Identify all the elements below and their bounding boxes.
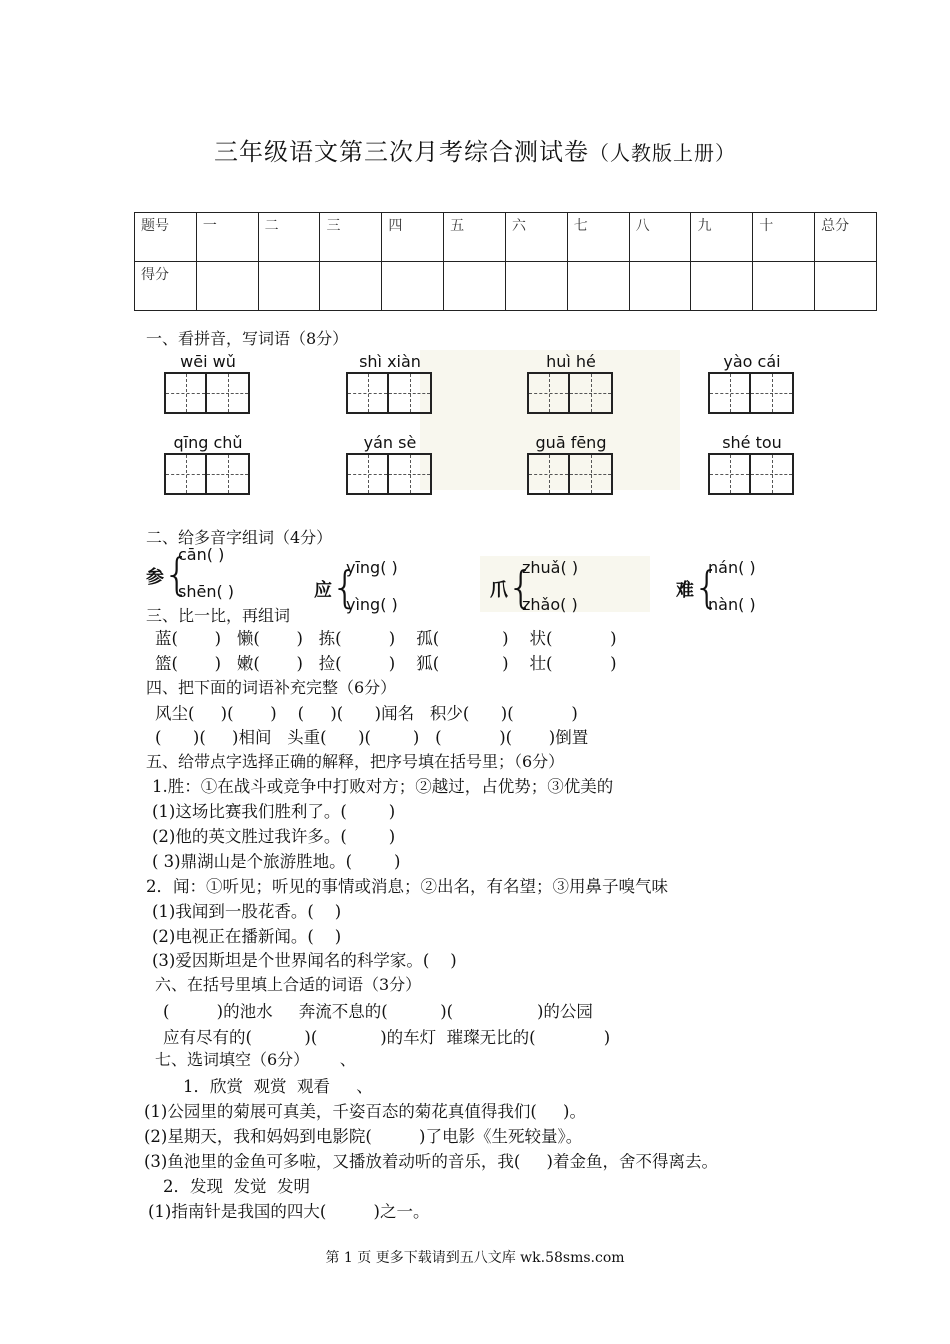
section-4-heading: 四、把下面的词语补充完整（6分）: [146, 678, 397, 697]
writing-cell[interactable]: [527, 372, 570, 414]
pinyin-label: huì hé: [546, 352, 596, 371]
pinyin-box: [164, 433, 252, 497]
writing-cell[interactable]: [164, 453, 207, 495]
writing-cell[interactable]: [527, 453, 570, 495]
brace-icon: {: [331, 562, 359, 613]
score-header-cell: 五: [444, 213, 506, 262]
pinyin-label: yán sè: [363, 433, 417, 452]
section-1-heading: 一、看拼音，写词语（8分）: [146, 329, 349, 348]
score-entry-cell[interactable]: [691, 262, 753, 311]
page-footer: 第 1 页 更多下载请到五八文库 wk.58sms.com: [325, 1250, 625, 1266]
score-entry-cell[interactable]: [444, 262, 506, 311]
polyphone-group: [314, 558, 484, 628]
page-title: [0, 132, 950, 167]
reading-1: cān( ): [178, 545, 225, 564]
score-entry-cell[interactable]: [567, 262, 629, 311]
pinyin-label: shì xiàn: [359, 352, 421, 371]
group-2-item-1: (1)指南针是我国的四大( )之一。: [148, 1202, 430, 1221]
score-header-cell: 六: [505, 213, 567, 262]
polyphone-char: 难: [676, 580, 694, 601]
fill-row-2: 应有尽有的( )( )的车灯 璀璨无比的( ): [163, 1028, 611, 1047]
reading-2: shēn( ): [178, 582, 235, 601]
score-entry-cell[interactable]: [196, 262, 258, 311]
q2-item-1: (1)我闻到一股花香。( ): [152, 902, 342, 921]
score-header-cell: 总分: [815, 213, 877, 262]
writing-cell[interactable]: [346, 372, 389, 414]
score-entry-cell[interactable]: [258, 262, 320, 311]
pinyin-box: [708, 352, 796, 416]
score-entry-cell[interactable]: [320, 262, 382, 311]
reading-2: yìng( ): [346, 595, 398, 614]
score-entry-cell[interactable]: [815, 262, 877, 311]
pinyin-box: [527, 352, 615, 416]
polyphone-char: 参: [146, 567, 164, 588]
q1-definition: 1.胜：①在战斗或竞争中打败对方；②越过，占优势；③优美的: [152, 777, 614, 796]
writing-cell[interactable]: [570, 453, 613, 495]
section-5-heading: 五、给带点字选择正确的解释，把序号填在括号里；（6分）: [146, 752, 565, 771]
writing-cell[interactable]: [751, 453, 794, 495]
pinyin-box: [708, 433, 796, 497]
polyphone-char: 爪: [490, 580, 508, 601]
writing-cell[interactable]: [570, 372, 613, 414]
group-1-words: 1．欣赏 观赏 观看 、: [183, 1077, 373, 1096]
score-header-cell: 八: [629, 213, 691, 262]
section-6-heading: 六、在括号里填上合适的词语（3分）: [155, 975, 422, 994]
group-2-words: 2．发现 发觉 发明: [163, 1177, 310, 1196]
reading-1: zhuǎ( ): [522, 558, 579, 577]
score-entry-cell[interactable]: [753, 262, 815, 311]
q1-item-3: ( 3)鼎湖山是个旅游胜地。( ): [152, 852, 401, 871]
score-header-cell: 七: [567, 213, 629, 262]
score-table: [134, 212, 877, 311]
brace-icon: {: [163, 549, 191, 600]
group-1-item-2: (2)星期天，我和妈妈到电影院( )了电影《生死较量》。: [144, 1127, 583, 1146]
pinyin-box: [346, 352, 434, 416]
polyphone-group: [490, 558, 660, 628]
title-main: 三年级语文第三次月考综合测试卷: [214, 138, 589, 166]
idiom-row-2: ( )( )相间 头重( )( ) ( )( )倒置: [155, 728, 589, 747]
q1-item-1: (1)这场比赛我们胜利了。( ): [152, 802, 396, 821]
score-header-cell: 九: [691, 213, 753, 262]
pinyin-label: wēi wǔ: [180, 352, 236, 371]
reading-1: yīng( ): [346, 558, 398, 577]
brace-icon: {: [507, 562, 535, 613]
q2-definition: 2．闻：①听见；听见的事情或消息；②出名，有名望；③用鼻子嗅气味: [146, 877, 668, 896]
reading-2: nàn( ): [708, 595, 756, 614]
pinyin-label: qīng chǔ: [173, 433, 243, 452]
compare-row-2: 篮( ) 嫩( ) 捡( ) 狐( ) 壮( ): [155, 654, 617, 673]
writing-cell[interactable]: [389, 453, 432, 495]
fill-row-1: ( )的池水 奔流不息的( )( )的公园: [163, 1002, 593, 1021]
score-entry-cell[interactable]: [505, 262, 567, 311]
score-header-cell: 一: [196, 213, 258, 262]
section-7-heading: 七、选词填空（6分） 、: [155, 1050, 356, 1069]
score-header-row: [135, 213, 877, 262]
score-header-cell: 题号: [135, 213, 197, 262]
writing-cell[interactable]: [207, 372, 250, 414]
pinyin-label: shé tou: [722, 433, 782, 452]
score-header-cell: 二: [258, 213, 320, 262]
reading-1: nán( ): [708, 558, 756, 577]
writing-cell[interactable]: [207, 453, 250, 495]
score-header-cell: 十: [753, 213, 815, 262]
pinyin-box: [164, 352, 252, 416]
idiom-row-1: 风尘( )( ) ( )( )闻名 积少( )( ): [155, 704, 578, 723]
score-entry-cell[interactable]: [629, 262, 691, 311]
brace-icon: {: [693, 562, 721, 613]
section-3-heading: 三、比一比，再组词: [146, 606, 291, 625]
group-1-item-3: (3)鱼池里的金鱼可多啦，又播放着动听的音乐，我( )着金鱼，舍不得离去。: [144, 1152, 718, 1171]
score-header-cell: 三: [320, 213, 382, 262]
reading-2: zhǎo( ): [522, 595, 578, 614]
score-header-cell: 四: [382, 213, 444, 262]
writing-cell[interactable]: [751, 372, 794, 414]
writing-cell[interactable]: [708, 372, 751, 414]
q2-item-2: (2)电视正在播新闻。( ): [152, 927, 342, 946]
q2-item-3: (3)爱因斯坦是个世界闻名的科学家。( ): [152, 951, 457, 970]
pinyin-label: guā fēng: [535, 433, 607, 452]
writing-cell[interactable]: [164, 372, 207, 414]
polyphone-group: [676, 558, 836, 628]
polyphone-char: 应: [314, 580, 332, 601]
writing-cell[interactable]: [389, 372, 432, 414]
q1-item-2: (2)他的英文胜过我许多。( ): [152, 827, 396, 846]
compare-row-1: 蓝( ) 懒( ) 拣( ) 孤( ) 状( ): [155, 629, 617, 648]
title-sub: （人教版上册）: [589, 141, 736, 165]
group-1-item-1: (1)公园里的菊展可真美，千姿百态的菊花真值得我们( )。: [144, 1102, 586, 1121]
pinyin-box: [527, 433, 615, 497]
score-row-label: 得分: [135, 262, 197, 311]
score-value-row: [135, 262, 877, 311]
writing-cell[interactable]: [708, 453, 751, 495]
pinyin-box: [346, 433, 434, 497]
section-2-heading: 二、给多音字组词（4分）: [146, 528, 333, 547]
writing-cell[interactable]: [346, 453, 389, 495]
score-entry-cell[interactable]: [382, 262, 444, 311]
pinyin-label: yào cái: [723, 352, 781, 371]
